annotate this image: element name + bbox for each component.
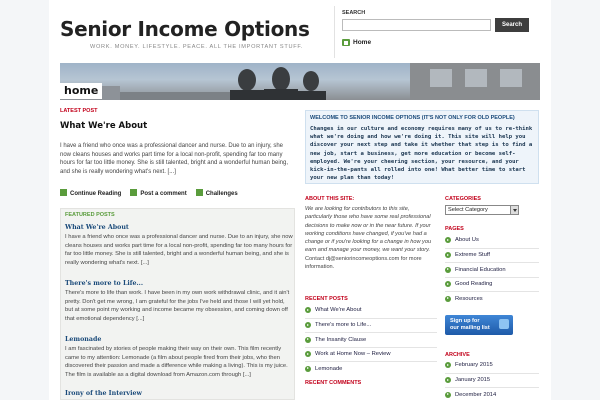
featured-post-title[interactable]: There's more to Life... <box>65 280 144 287</box>
challenges-link[interactable]: Challenges <box>196 189 238 197</box>
pages-label: PAGES <box>445 226 464 232</box>
post-actions <box>60 189 238 197</box>
featured-post-title[interactable]: Irony of the Interview <box>65 390 142 397</box>
header-banner-image <box>60 63 540 100</box>
signup-line-1: Sign up for <box>450 318 480 324</box>
categories-selected: Select Category <box>448 207 488 213</box>
arrow-icon <box>305 322 311 328</box>
list-item[interactable]: December 2014 <box>445 387 539 400</box>
arrow-icon <box>305 337 311 343</box>
latest-post-title[interactable]: What We're About <box>60 121 148 131</box>
tag-icon <box>196 189 203 196</box>
post-comment-link[interactable]: Post a comment <box>130 189 186 197</box>
arrow-icon <box>445 267 451 273</box>
page-title: home <box>60 83 102 99</box>
welcome-box <box>305 110 539 184</box>
recent-posts-list <box>305 303 437 376</box>
arrow-icon <box>445 237 451 243</box>
featured-posts-label: FEATURED POSTS <box>65 212 115 218</box>
arrow-icon <box>305 307 311 313</box>
site-title[interactable]: Senior Income Options <box>60 17 310 41</box>
list-item[interactable]: What We're About <box>305 303 437 318</box>
list-item[interactable]: Extreme Stuff <box>445 248 539 263</box>
welcome-text: Changes in our culture and economy requires many of us to re-think what we're doing and how we're doing it. This site will help you discover your next step and take it whether that step is to find a new job, start a business, get more education or become self-employed. We're your cheering section, your resource, and your kick-in-the-pants all rolled into one! What better time to start your new plan than today! <box>310 126 533 182</box>
comment-icon <box>130 189 137 196</box>
categories-select[interactable] <box>445 205 519 215</box>
list-item[interactable]: Good Reading <box>445 277 539 292</box>
arrow-icon <box>445 252 451 258</box>
signup-line-2: our mailing list <box>450 325 490 331</box>
list-item[interactable]: January 2015 <box>445 373 539 388</box>
archive-list <box>445 358 539 400</box>
latest-post-excerpt: I have a friend who once was a professional dancer and nurse. Due to an injury, she now cleans houses and works part time for a local non-profit, spending far too many hours for far too little money. She is still talented, bright and a wonderful human being, and she is really wondering what's next. [...] <box>60 143 289 175</box>
arrow-icon <box>305 351 311 357</box>
search-button[interactable]: Search <box>495 18 529 32</box>
featured-post-excerpt: There's more to life than work. I have been in my own work withdrawal clinic, and it ain't pretty. Don't get me wrong, I am grateful for the jobs I've held and those I will yet hold, but at some point my working and income became my obsession, and coming down off that emotional dependency [...] <box>65 290 290 322</box>
arrow-icon <box>445 281 451 287</box>
categories-label: CATEGORIES <box>445 196 481 202</box>
featured-post-title[interactable]: Lemonade <box>65 336 102 343</box>
featured-post-excerpt: I have a friend who once was a professional dancer and nurse. Due to an injury, she now cleans houses and works part time for a local non-profit, spending far too many hours for far too little money. She is still talented, bright and a wonderful human being, and she is really wondering what's next. [...] <box>65 234 293 266</box>
arrow-icon <box>445 377 451 383</box>
about-contact: Contact dj@seniorincomeoptions.com for more information. <box>305 255 422 271</box>
list-item[interactable]: Resources <box>445 291 539 306</box>
featured-posts-box <box>60 208 295 400</box>
chevron-down-icon <box>510 206 518 214</box>
about-label: ABOUT THIS SITE: <box>305 196 355 202</box>
site-tagline: WORK. MONEY. LIFESTYLE. PEACE. ALL THE IMPORTANT STUFF. <box>90 44 304 50</box>
list-item[interactable]: About Us <box>445 233 539 248</box>
featured-post-title[interactable]: What We're About <box>65 224 129 231</box>
latest-post-label: LATEST POST <box>60 108 98 114</box>
welcome-title: WELCOME TO SENIOR INCOME OPTIONS (IT'S NOT ONLY FOR OLD PEOPLE) <box>310 115 515 121</box>
page <box>49 0 551 400</box>
archive-label: ARCHIVE <box>445 352 470 358</box>
arrow-icon <box>445 392 451 398</box>
home-icon <box>342 39 350 46</box>
mailing-list-signup-button[interactable] <box>445 315 513 335</box>
featured-post-excerpt: I am fascinated by stories of people making their way on their own. This film recently came to my attention: Lemonade (a film about people fired from their jobs, who then discovered their passion and made a difference while making a living). This is my juice. The film is available as a digital download from Amazon.com through [...] <box>65 346 288 378</box>
list-item[interactable]: Work at Home Now – Review <box>305 347 437 362</box>
list-item[interactable]: Financial Education <box>445 262 539 277</box>
about-text <box>305 205 437 271</box>
list-item[interactable]: There's more to Life... <box>305 318 437 333</box>
arrow-icon <box>305 366 311 372</box>
header-divider <box>334 6 335 58</box>
mail-icon <box>499 319 509 329</box>
search-title: SEARCH <box>342 10 366 16</box>
pages-list <box>445 233 539 306</box>
list-item[interactable]: February 2015 <box>445 358 539 373</box>
arrow-icon <box>60 189 67 196</box>
arrow-icon <box>445 296 451 302</box>
recent-comments-label: RECENT COMMENTS <box>305 380 362 386</box>
list-item[interactable]: Lemonade <box>305 361 437 376</box>
continue-reading-link[interactable]: Continue Reading <box>60 189 121 197</box>
recent-posts-label: RECENT POSTS <box>305 296 348 302</box>
nav-home-label: Home <box>353 39 372 46</box>
nav-home-link[interactable] <box>342 39 371 46</box>
list-item[interactable]: The Insanity Clause <box>305 332 437 347</box>
search-input[interactable] <box>342 19 491 31</box>
about-text-main: We are looking for contributors to this site, particularly those who have some real professional decisions to make now or in the near future. If your working conditions have changed, if you've had a change or if you're looking for a change in how you earn and manage your money, we want your story. <box>305 206 432 254</box>
arrow-icon <box>445 362 451 368</box>
